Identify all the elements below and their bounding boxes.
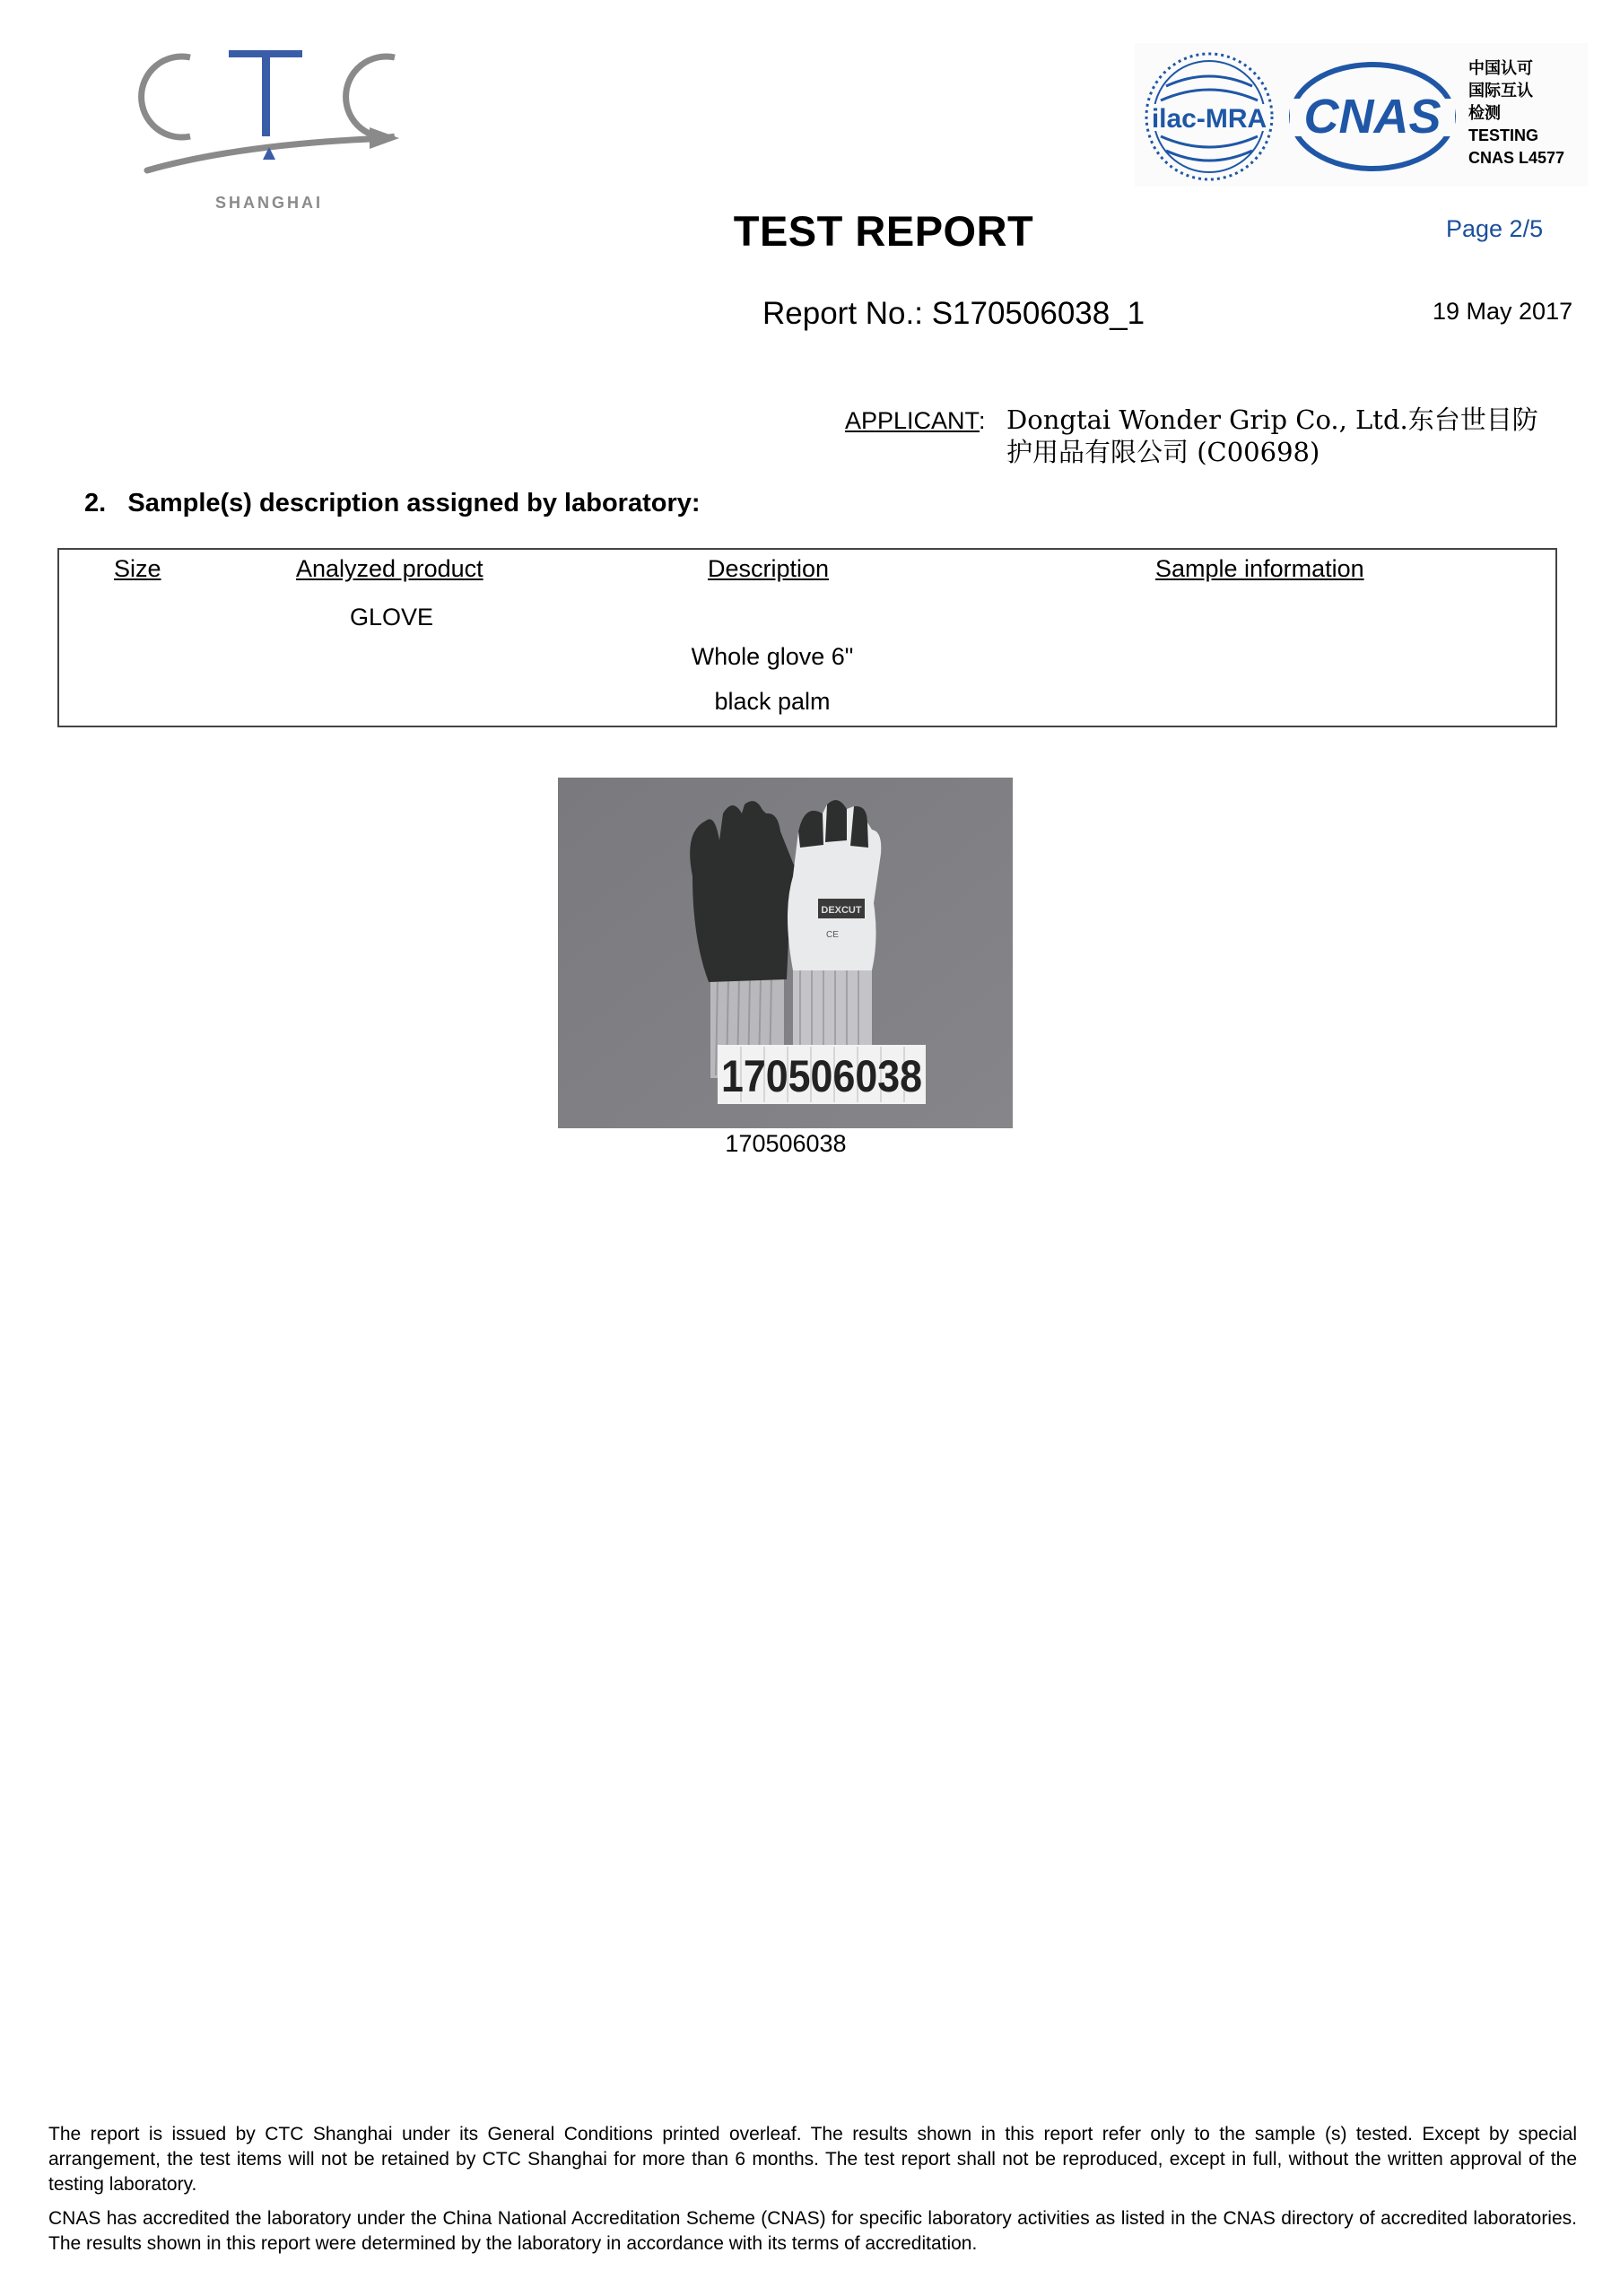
report-date: 19 May 2017 (1433, 298, 1573, 325)
glove-tag-ce: CE (826, 930, 839, 940)
glove-tag-brand: DEXCUT (821, 905, 862, 916)
ctc-shanghai-logo (135, 38, 413, 217)
applicant-colon: : (979, 407, 986, 434)
column-header-sample-information: Sample information (1155, 555, 1364, 582)
section-heading: 2. Sample(s) description assigned by laboratory: (84, 489, 701, 517)
report-number: Report No.: S170506038_1 (762, 296, 1145, 331)
column-header-analyzed-product: Analyzed product (296, 555, 483, 582)
column-header-description: Description (708, 555, 830, 582)
glove-photo-illustration (558, 778, 1013, 1128)
column-header-size: Size (114, 555, 161, 582)
accreditation-logos (1135, 43, 1588, 187)
footer-disclaimer: The report is issued by CTC Shanghai under its General Conditions printed overleaf. The results shown in this report refer only to the sample (s) tested. Except by special arrangement, the test items will not be retained by CTC Shanghai for more than 6 months. The test report shall not be reproduced, except in full, without the written approval of the testing laboratory. (48, 2124, 1577, 2195)
ilac-mra-text: ilac-MRA (1151, 104, 1267, 134)
page-number: Page 2/5 (1446, 215, 1544, 242)
photo-caption: 170506038 (725, 1130, 847, 1157)
cell-analyzed-product: GLOVE (350, 604, 434, 631)
cnas-text: CNAS (1303, 90, 1441, 144)
ilac-cnas-logo (1135, 43, 1467, 187)
applicant-name: Dongtai Wonder Grip Co., Ltd.东台世目防护用品有限公司 (C00698) (1006, 404, 1538, 467)
report-title: TEST REPORT (733, 207, 1034, 255)
sample-photo (558, 778, 1013, 1128)
sample-description-table (57, 548, 1557, 727)
applicant-label: APPLICANT (845, 407, 980, 434)
cell-description-line1: Whole glove 6" (691, 643, 854, 670)
logo-city-text: SHANGHAI (214, 194, 324, 212)
accreditation-id-text: 中国认可 国际互认 检测 TESTING CNAS L4577 (1468, 59, 1565, 167)
cell-description-line2: black palm (714, 688, 831, 715)
footer-accreditation-note: CNAS has accredited the laboratory under the China National Accreditation Scheme (CNAS) for specific laboratory activities as listed in the CNAS directory of accredited laboratories. The results shown in this report were determined by the laboratory in accordance with its terms of accreditation. (48, 2208, 1577, 2254)
photo-sample-label: 170506038 (721, 1051, 922, 1101)
